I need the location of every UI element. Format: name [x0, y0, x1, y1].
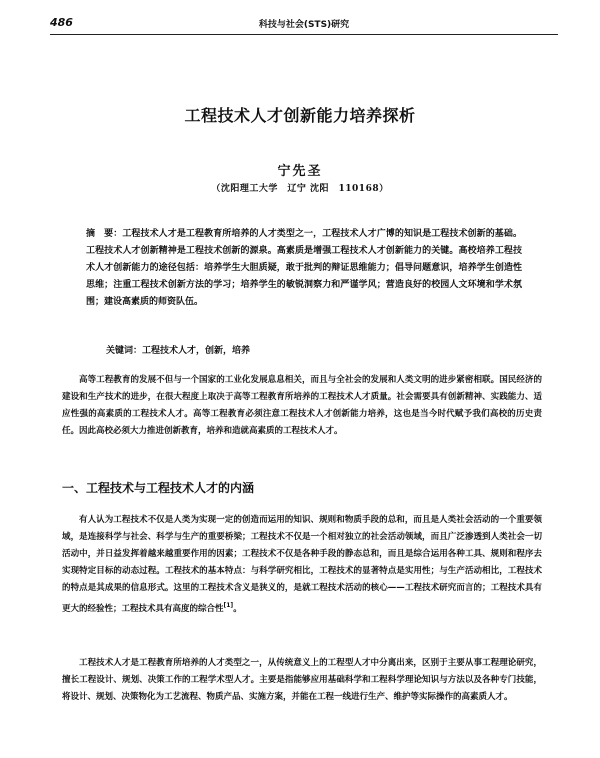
author-name: 宁先圣: [277, 164, 323, 179]
citation-ref: [1]: [223, 602, 234, 609]
intro-paragraph: 高等工程教育的发展不但与一个国家的工业化发展息息相关，而且与全社会的发展和人类文明的进步紧密相联。国民经济的建设和生产技术的进步，在很大程度上取决于高等工程教育所培养的工程技术人才质量。社会需要具有创新精神、实践能力、适应性强的高素质的工程技术人才。高等工程教育必须注意工程技术人才创新能力培养，这也是当今时代赋予我们高校的历史责任。因此高校必须大力推进创新教育，培养和造就高素质的工程技术人才。: [62, 375, 542, 436]
paragraph-1-end: 。: [233, 603, 242, 614]
paragraph-1-text: 有人认为工程技术不仅是人类为实现一定的创造而运用的知识、规则和物质手段的总和，而且是人类社会活动的一个重要领域，是连接科学与社会、科学与生产的重要桥梁；工程技术不仅是一个相对独立的社会活动领域，而且广泛渗透到人类社会一切活动中，并日益发挥着越来越重要作用的因素；工程技术不仅是各种手段的静态总和，而且是综合运用各种工具、规则和程序去实现特定目标的动态过程。工程技术的基本特点：与科学研究相比，工程技术的显著特点是实用性；与生产活动相比，工程技术的特点是其成果的信息形式。这里的工程技术含义是狭义的，是就工程技术活动的核心——工程技术研究而言的；工程技术具有更大的经验性；工程技术具有高度的综合性: [62, 515, 542, 614]
keywords: [106, 343, 522, 356]
section-paragraph-2: 工程技术人才是工程教育所培养的人才类型之一，从传统意义上的工程型人才中分离出来，区别于主要从事工程理论研究，擅长工程设计、规划、决策工作的工程学术型人才。主要是指能够应用基础科学和工程科学理论知识与方法以及各种专门技能，将设计、规划、决策物化为工艺流程、物质产品、实施方案，并能在工程一线进行生产、维护等实际操作的高素质人才。: [62, 658, 542, 702]
journal-name: 科技与社会(STS)研究: [258, 20, 350, 30]
section-paragraph-1: [62, 512, 542, 618]
keywords-label: 关键词：: [106, 346, 143, 356]
abstract: [86, 226, 522, 311]
abstract-label: 摘 要：: [86, 229, 123, 239]
author-affiliation: （沈阳理工大学 辽宁 沈阳 110168）: [211, 184, 389, 194]
article-title: 工程技术人才创新能力培养探析: [184, 106, 416, 125]
running-header: [50, 14, 558, 35]
keywords-text: 工程技术人才，创新，培养: [142, 346, 251, 356]
page-number: 486: [50, 16, 73, 29]
section-heading: 一、工程技术与工程技术人才的内涵: [62, 481, 255, 495]
abstract-text: 工程技术人才是工程教育所培养的人才类型之一，工程技术人才广博的知识是工程技术创新的基础。工程技术人才创新精神是工程技术创新的源泉。高素质是增强工程技术人才创新能力的关键。高校培养工程技术人才创新能力的途径包括：培养学生大胆质疑，敢于批判的辩证思维能力；倡导问题意识，培养学生创造性思维；注重工程技术创新方法的学习；培养学生的敏锐洞察力和严谨学风；营造良好的校园人文环境和学术氛围；建设高素质的师资队伍。: [86, 229, 522, 307]
